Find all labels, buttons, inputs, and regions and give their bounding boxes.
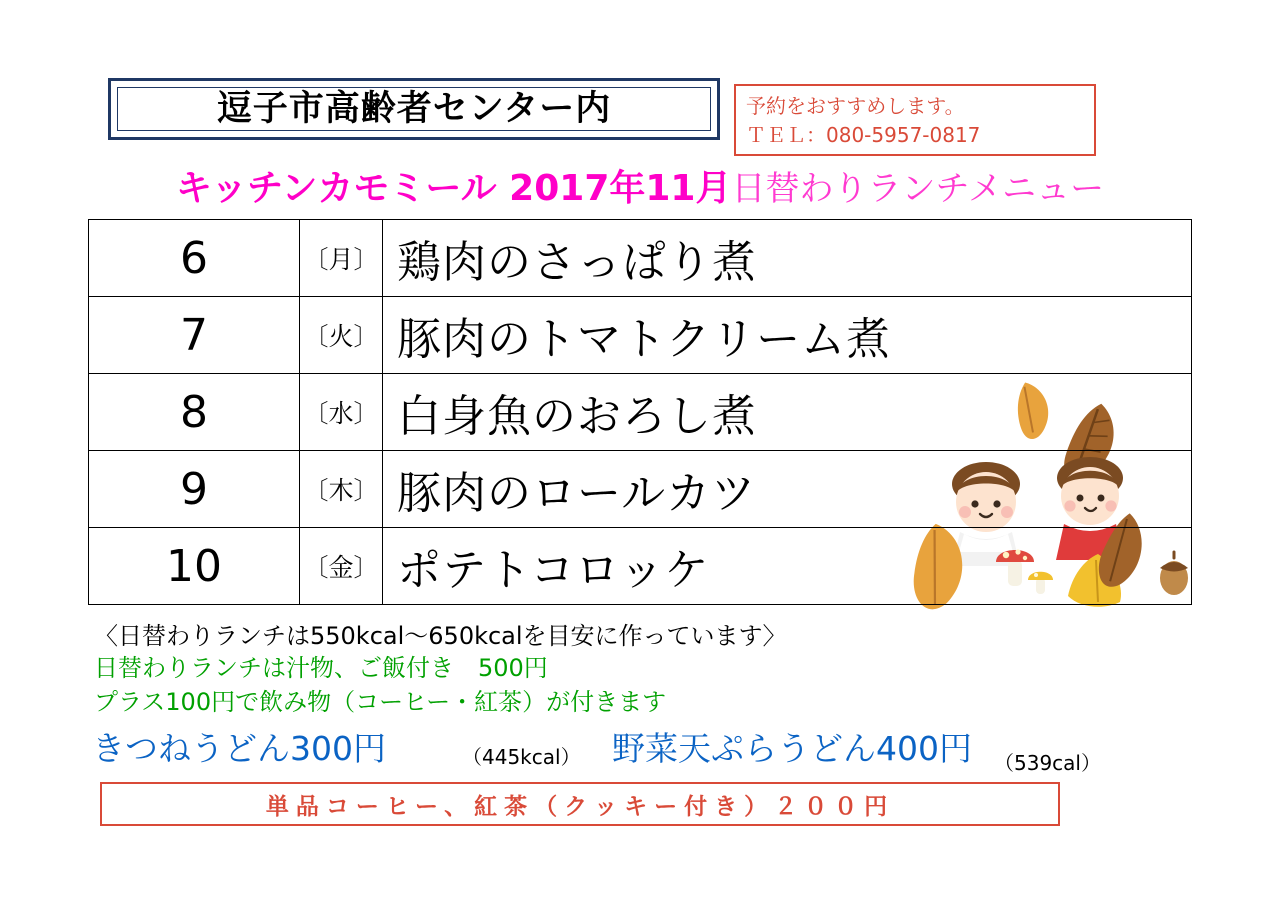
noodle-tempura-udon-kcal: （539cal） (994, 750, 1101, 775)
noodle-kitsune-udon: きつねうどん300円 (92, 728, 386, 768)
noodle-kitsune-udon-kcal: （445kcal） (462, 744, 581, 769)
menu-dayofweek: 〔火〕 (300, 297, 383, 374)
menu-dish: 豚肉のロールカツ (383, 451, 1192, 528)
note-set-price: 日替わりランチは汁物、ご飯付き 500円 (94, 654, 548, 683)
venue-box (108, 78, 720, 140)
menu-dish: ポテトコロッケ (383, 528, 1192, 605)
menu-table (88, 219, 1192, 605)
menu-day: 7 (89, 297, 300, 374)
menu-day: 10 (89, 528, 300, 605)
menu-day: 8 (89, 374, 300, 451)
page-title-highlight: キッチンカモミール 2017年11月 (175, 168, 732, 209)
menu-dish: 豚肉のトマトクリーム煮 (383, 297, 1192, 374)
menu-dayofweek: 〔月〕 (300, 220, 383, 297)
page-title (0, 160, 1280, 211)
noodle-tempura-udon: 野菜天ぷらうどん400円 (612, 728, 972, 768)
reservation-box (734, 84, 1096, 156)
table-row (89, 220, 1192, 297)
note-drink-option: プラス100円で飲み物（コーヒー・紅茶）が付きます (94, 687, 667, 716)
table-row (89, 297, 1192, 374)
note-kcal-range: 〈日替わりランチは550kcal〜650kcalを目安に作っています〉 (94, 622, 787, 650)
menu-dish: 鶏肉のさっぱり煮 (383, 220, 1192, 297)
venue-name: 逗子市高齢者センター内 (216, 88, 612, 129)
table-row (89, 451, 1192, 528)
menu-day: 9 (89, 451, 300, 528)
noodle-prices (88, 723, 1198, 777)
page-title-rest: 日替わりランチメニュー (731, 169, 1105, 209)
coffee-banner-text: 単品コーヒー、紅茶（クッキー付き）２００円 (265, 793, 895, 820)
notes-section (88, 620, 1198, 777)
menu-dayofweek: 〔木〕 (300, 451, 383, 528)
menu-dayofweek: 〔水〕 (300, 374, 383, 451)
reservation-note: 予約をおすすめします。 (746, 94, 965, 118)
coffee-banner (100, 782, 1060, 826)
telephone-number[interactable]: ＴＥＬ：080-5957-0817 (746, 123, 981, 147)
menu-dayofweek: 〔金〕 (300, 528, 383, 605)
menu-dish: 白身魚のおろし煮 (383, 374, 1192, 451)
table-row (89, 528, 1192, 605)
menu-day: 6 (89, 220, 300, 297)
header (0, 78, 1280, 150)
table-row (89, 374, 1192, 451)
